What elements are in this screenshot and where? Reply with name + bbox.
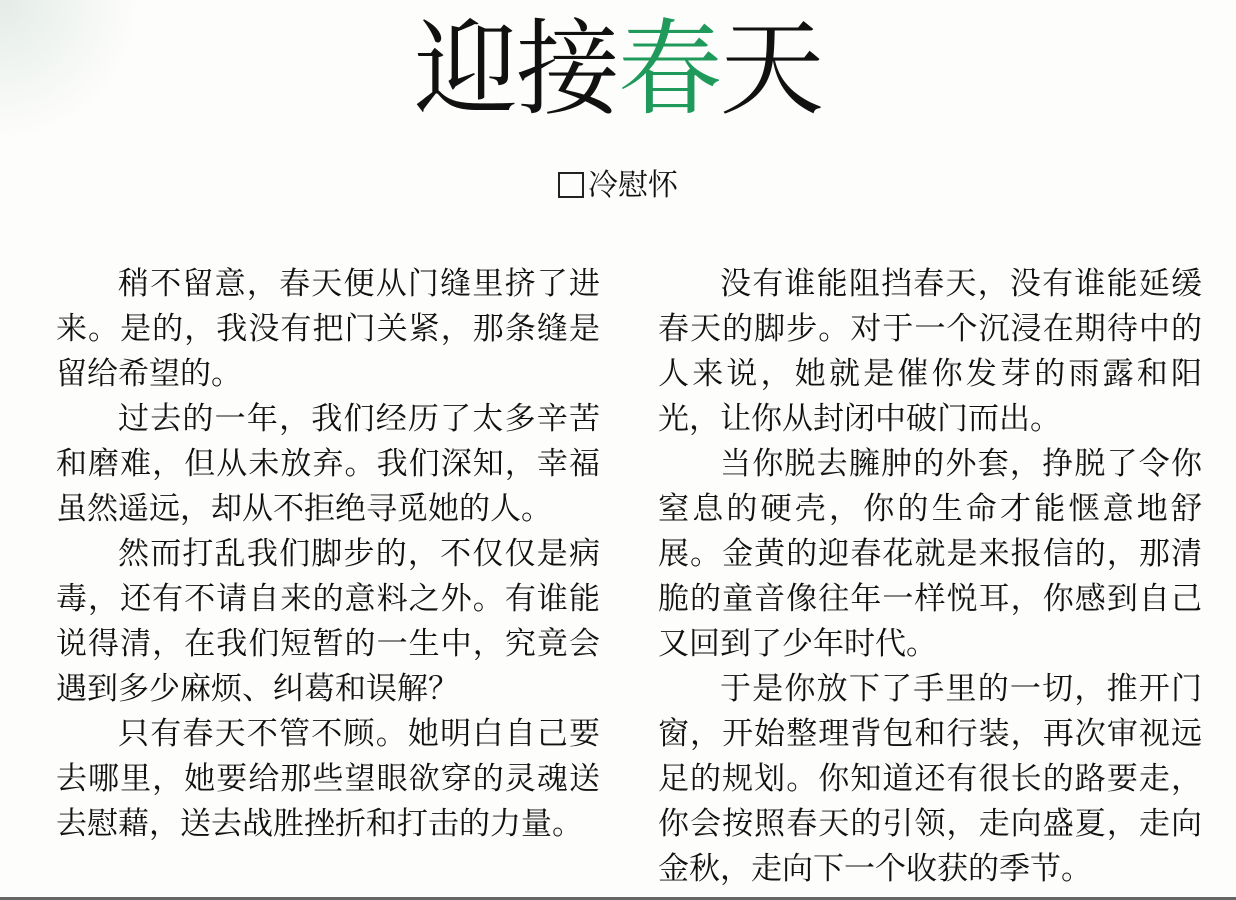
paragraph-5: 没有谁能阻挡春天，没有谁能延缓春天的脚步。对于一个沉浸在期待中的人来说，她就是催你发芽的雨露和阳光，让你从封闭中破门而出。: [658, 266, 1202, 437]
paragraph-4: 只有春天不管不顾。她明白自己要去哪里，她要给那些望眼欲穿的灵魂送去慰藉，送去战胜挫折和打击的力量。: [56, 716, 600, 842]
paragraph-3: 然而打乱我们脚步的，不仅仅是病毒，还有不请自来的意料之外。有谁能说得清，在我们短暂的一生中，究竟会遇到多少麻烦、纠葛和误解？: [56, 536, 600, 707]
title-part-1: 迎接: [413, 8, 618, 130]
article-title: [0, 4, 1236, 134]
author-byline: [0, 166, 1236, 206]
title-part-2: 天: [720, 8, 823, 130]
paragraph-2: 过去的一年，我们经历了太多辛苦和磨难，但从未放弃。我们深知，幸福虽然遥远，却从不拒绝寻觅她的人。: [56, 401, 600, 527]
title-accent-character: 春: [617, 8, 720, 130]
right-column: [658, 262, 1202, 892]
paragraph-1: 稍不留意，春天便从门缝里挤了进来。是的，我没有把门关紧，那条缝是留给希望的。: [56, 266, 600, 392]
author-name: 冷慰怀: [588, 168, 678, 203]
author-box-icon: [558, 172, 584, 198]
left-column: [56, 262, 600, 847]
paragraph-7: 于是你放下了手里的一切，推开门窗，开始整理背包和行装，再次审视远足的规划。你知道还有很长的路要走，你会按照春天的引领，走向盛夏，走向金秋，走向下一个收获的季节。: [658, 671, 1202, 887]
paragraph-6: 当你脱去臃肿的外套，挣脱了令你窒息的硬壳，你的生命才能惬意地舒展。金黄的迎春花就是来报信的，那清脆的童音像往年一样悦耳，你感到自己又回到了少年时代。: [658, 446, 1202, 662]
